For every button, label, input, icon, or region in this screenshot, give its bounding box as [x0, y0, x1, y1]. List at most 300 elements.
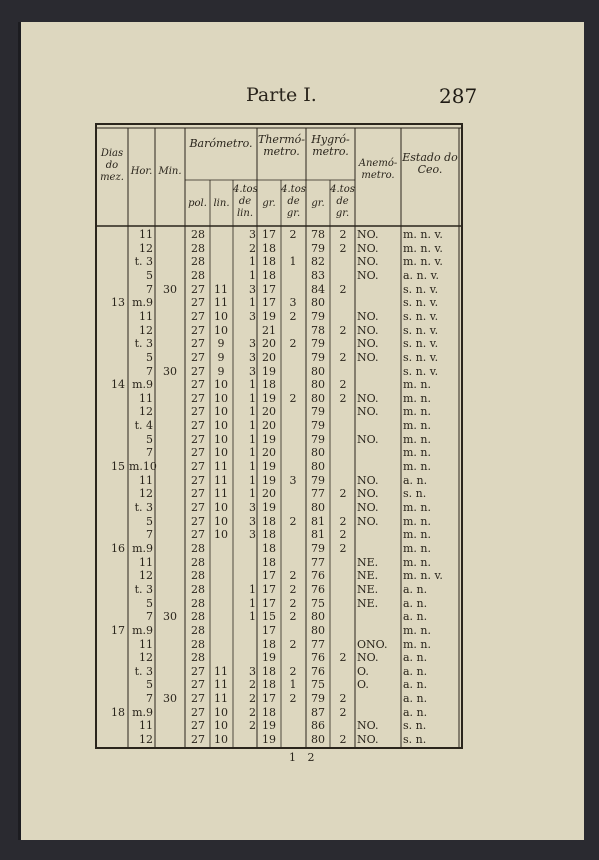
- cell-lin: 9: [217, 350, 225, 364]
- header-thermo-quartos: 4.tos de gr.: [281, 184, 306, 219]
- cell-q: 2: [249, 241, 256, 255]
- cell-pol: 27: [191, 405, 205, 419]
- cell-estado: m. n. v.: [403, 255, 443, 269]
- cell-estado: a. n.: [403, 705, 428, 719]
- cell-estado: m. n.: [403, 501, 432, 514]
- cell-estado: s. n.: [403, 487, 427, 501]
- cell-estado: a. n.: [403, 651, 428, 665]
- cell-hgr: 81: [311, 514, 325, 528]
- table-row: [95, 487, 465, 501]
- cell-lin: 11: [214, 296, 228, 310]
- cell-q: 3: [249, 664, 256, 678]
- cell-pol: 27: [191, 678, 205, 692]
- cell-pol: 27: [191, 296, 205, 310]
- cell-estado: a. n.: [403, 582, 428, 596]
- cell-q: 2: [249, 705, 256, 719]
- cell-hq: 2: [339, 350, 347, 364]
- table-row: [95, 269, 465, 283]
- cell-hor: t. 3: [134, 582, 153, 596]
- cell-q: 2: [249, 678, 256, 692]
- cell-pol: 27: [191, 460, 205, 474]
- table-row: [95, 419, 465, 433]
- cell-q: 2: [249, 719, 256, 733]
- table-row: [95, 665, 465, 679]
- cell-tgr: 19: [262, 309, 276, 323]
- cell-hgr: 79: [311, 419, 325, 433]
- cell-tq: 2: [289, 228, 297, 241]
- cell-tq: 2: [289, 514, 297, 528]
- cell-hor: t. 3: [134, 664, 153, 678]
- table-row: [95, 651, 465, 665]
- cell-pol: 27: [191, 337, 205, 351]
- cell-anem: NO.: [357, 651, 379, 665]
- table-row: [95, 569, 465, 583]
- cell-tgr: 17: [262, 228, 276, 241]
- cell-hgr: 80: [311, 623, 325, 637]
- cell-hgr: 79: [311, 350, 325, 364]
- cell-estado: m. n.: [403, 391, 432, 405]
- cell-tq: 3: [289, 296, 297, 310]
- cell-tgr: 21: [262, 323, 276, 337]
- cell-q: 1: [249, 432, 256, 446]
- cell-hgr: 82: [311, 255, 325, 269]
- cell-tq: 2: [289, 337, 297, 351]
- cell-tgr: 20: [262, 487, 276, 501]
- cell-estado: a. n.: [403, 678, 428, 692]
- cell-anem: NO.: [357, 405, 379, 419]
- cell-tgr: 19: [262, 733, 276, 747]
- cell-lin: 11: [214, 664, 228, 678]
- cell-estado: a. n.: [403, 473, 428, 487]
- table-row: [95, 733, 465, 747]
- cell-min: 30: [163, 282, 177, 296]
- cell-hgr: 80: [311, 610, 325, 624]
- table-row: [95, 583, 465, 597]
- cell-tgr: 17: [262, 282, 276, 296]
- cell-anem: NO.: [357, 514, 379, 528]
- cell-tgr: 19: [262, 719, 276, 733]
- table-row: [95, 446, 465, 460]
- header-min: Min.: [158, 166, 182, 177]
- cell-estado: m. n.: [403, 378, 432, 392]
- table-row: [95, 706, 465, 720]
- cell-hor: m.9: [132, 541, 153, 555]
- cell-q: 1: [249, 296, 256, 310]
- cell-dia: 15: [111, 460, 125, 474]
- cell-hgr: 84: [311, 282, 325, 296]
- cell-anem: NO.: [357, 241, 379, 255]
- cell-tgr: 19: [262, 364, 276, 378]
- cell-lin: 10: [214, 323, 228, 337]
- cell-tgr: 20: [262, 405, 276, 419]
- cell-lin: 9: [217, 364, 225, 378]
- cell-estado: s. n.: [403, 733, 427, 747]
- cell-anem: NO.: [357, 337, 379, 351]
- cell-hgr: 79: [311, 473, 325, 487]
- cell-estado: m. n.: [403, 555, 432, 569]
- cell-tgr: 19: [262, 432, 276, 446]
- cell-lin: 10: [214, 446, 228, 460]
- cell-hgr: 78: [311, 228, 325, 241]
- header-barometro: Barómetro.: [189, 137, 253, 150]
- cell-estado: m. n.: [403, 514, 432, 528]
- cell-pol: 27: [191, 705, 205, 719]
- cell-pol: 28: [191, 228, 205, 241]
- cell-hq: 2: [339, 692, 347, 706]
- cell-hq: 2: [339, 241, 347, 255]
- cell-lin: 10: [214, 501, 228, 514]
- cell-estado: m. n.: [403, 528, 432, 542]
- cell-estado: a. n.: [403, 664, 428, 678]
- cell-estado: m. n. v.: [403, 241, 443, 255]
- cell-q: 3: [249, 282, 256, 296]
- cell-hgr: 76: [311, 582, 325, 596]
- cell-anem: NE.: [357, 596, 379, 610]
- cell-q: 3: [249, 528, 256, 542]
- cell-hgr: 79: [311, 309, 325, 323]
- cell-hor: 11: [139, 719, 153, 733]
- cell-pol: 27: [191, 664, 205, 678]
- cell-dia: 16: [111, 541, 125, 555]
- cell-lin: 10: [214, 528, 228, 542]
- cell-tgr: 20: [262, 350, 276, 364]
- header-thermo-gr: gr.: [262, 198, 276, 209]
- cell-hor: m.9: [132, 623, 153, 637]
- cell-tgr: 18: [262, 664, 276, 678]
- cell-hgr: 79: [311, 337, 325, 351]
- cell-pol: 27: [191, 350, 205, 364]
- cell-estado: s. n. v.: [403, 337, 439, 351]
- cell-anem: NE.: [357, 569, 379, 583]
- cell-hor: m.9: [132, 296, 153, 310]
- cell-tgr: 17: [262, 582, 276, 596]
- cell-hor: 12: [139, 569, 153, 583]
- cell-hq: 2: [339, 391, 347, 405]
- cell-hor: 5: [146, 514, 153, 528]
- cell-hgr: 80: [311, 378, 325, 392]
- cell-hgr: 87: [311, 705, 325, 719]
- cell-lin: 11: [214, 678, 228, 692]
- cell-q: 1: [249, 391, 256, 405]
- cell-hor: 5: [146, 678, 153, 692]
- cell-tq: 2: [289, 582, 297, 596]
- cell-hq: 2: [339, 705, 347, 719]
- table-row: [95, 310, 465, 324]
- header-pol: pol.: [188, 198, 207, 209]
- cell-pol: 27: [191, 528, 205, 542]
- cell-hgr: 80: [311, 501, 325, 514]
- cell-min: 30: [163, 364, 177, 378]
- cell-tq: 2: [289, 391, 297, 405]
- cell-pol: 27: [191, 323, 205, 337]
- cell-estado: a. n.: [403, 692, 428, 706]
- cell-tq: 2: [289, 692, 297, 706]
- cell-q: 1: [249, 378, 256, 392]
- table-row: [95, 405, 465, 419]
- table-row: [95, 528, 465, 542]
- cell-hor: t. 3: [134, 255, 153, 269]
- cell-pol: 27: [191, 419, 205, 433]
- cell-tgr: 18: [262, 528, 276, 542]
- page-header: [21, 84, 584, 114]
- cell-hor: 5: [146, 350, 153, 364]
- cell-hq: 2: [339, 282, 347, 296]
- cell-tgr: 20: [262, 446, 276, 460]
- cell-anem: NE.: [357, 582, 379, 596]
- cell-tgr: 18: [262, 555, 276, 569]
- cell-hgr: 79: [311, 405, 325, 419]
- cell-q: 3: [249, 364, 256, 378]
- table-row: [95, 460, 465, 474]
- cell-q: 3: [249, 337, 256, 351]
- cell-tq: 1: [289, 678, 297, 692]
- cell-lin: 10: [214, 309, 228, 323]
- table-row: [95, 392, 465, 406]
- cell-hgr: 81: [311, 528, 325, 542]
- cell-pol: 27: [191, 432, 205, 446]
- cell-hgr: 77: [311, 637, 325, 651]
- cell-tgr: 17: [262, 623, 276, 637]
- table-row: [95, 542, 465, 556]
- header-hygrometro: Hygró-metro.: [311, 133, 350, 158]
- cell-anem: NO.: [357, 432, 379, 446]
- cell-hor: 5: [146, 268, 153, 282]
- cell-lin: 11: [214, 473, 228, 487]
- cell-pol: 28: [191, 623, 205, 637]
- cell-hgr: 79: [311, 241, 325, 255]
- cell-lin: 10: [214, 432, 228, 446]
- cell-q: 1: [249, 419, 256, 433]
- table-row: [95, 624, 465, 638]
- cell-pol: 27: [191, 391, 205, 405]
- table-row: [95, 474, 465, 488]
- cell-lin: 9: [217, 337, 225, 351]
- cell-pol: 28: [191, 555, 205, 569]
- cell-q: 1: [249, 582, 256, 596]
- cell-anem: NO.: [357, 733, 379, 747]
- cell-hq: 2: [339, 228, 347, 241]
- cell-lin: 10: [214, 514, 228, 528]
- cell-tgr: 18: [262, 705, 276, 719]
- cell-anem: NO.: [357, 501, 379, 514]
- table-row: [95, 610, 465, 624]
- cell-lin: 10: [214, 719, 228, 733]
- cell-estado: m. n.: [403, 419, 432, 433]
- cell-hor: 7: [146, 610, 153, 624]
- table-row: [95, 296, 465, 310]
- cell-tgr: 18: [262, 378, 276, 392]
- cell-q: 1: [249, 460, 256, 474]
- cell-hgr: 75: [311, 596, 325, 610]
- table-row: [95, 678, 465, 692]
- cell-pol: 27: [191, 309, 205, 323]
- cell-q: 3: [249, 309, 256, 323]
- cell-estado: m. n.: [403, 446, 432, 460]
- cell-estado: s. n. v.: [403, 309, 439, 323]
- cell-anem: NO.: [357, 391, 379, 405]
- running-head: Parte I.: [246, 84, 317, 106]
- cell-tgr: 20: [262, 337, 276, 351]
- page-number: 287: [439, 84, 478, 108]
- cell-pol: 27: [191, 719, 205, 733]
- cell-hor: 5: [146, 432, 153, 446]
- header-thermometro: Thermó-metro.: [258, 133, 305, 158]
- cell-hgr: 80: [311, 733, 325, 747]
- cell-hq: 2: [339, 528, 347, 542]
- header-hygro-quartos: 4.tos de gr.: [330, 184, 355, 219]
- cell-hor: m.10: [129, 460, 157, 474]
- header-quartos-lin: 4.tos de lin.: [233, 184, 258, 219]
- cell-tgr: 18: [262, 241, 276, 255]
- cell-hq: 2: [339, 733, 347, 747]
- table-row: [95, 692, 465, 706]
- cell-anem: NO.: [357, 309, 379, 323]
- cell-hor: 12: [139, 241, 153, 255]
- cell-estado: s. n. v.: [403, 364, 439, 378]
- cell-hgr: 77: [311, 555, 325, 569]
- cell-estado: m. n.: [403, 637, 432, 651]
- cell-tq: 2: [289, 596, 297, 610]
- observation-table: [95, 122, 465, 750]
- cell-estado: m. n.: [403, 541, 432, 555]
- cell-anem: O.: [357, 678, 369, 692]
- cell-pol: 27: [191, 501, 205, 514]
- cell-estado: a. n.: [403, 596, 428, 610]
- signature-mark: 1 2: [289, 751, 319, 764]
- cell-estado: s. n. v.: [403, 296, 439, 310]
- cell-pol: 28: [191, 596, 205, 610]
- cell-estado: a. n. v.: [403, 268, 440, 282]
- cell-tgr: 18: [262, 514, 276, 528]
- cell-min: 30: [163, 610, 177, 624]
- cell-pol: 27: [191, 378, 205, 392]
- cell-hgr: 76: [311, 664, 325, 678]
- cell-tq: 3: [289, 473, 297, 487]
- cell-hgr: 80: [311, 364, 325, 378]
- table-row: [95, 255, 465, 269]
- cell-pol: 28: [191, 637, 205, 651]
- cell-dia: 14: [111, 378, 125, 392]
- cell-lin: 10: [214, 419, 228, 433]
- table-row: [95, 638, 465, 652]
- cell-pol: 28: [191, 255, 205, 269]
- cell-tgr: 19: [262, 391, 276, 405]
- cell-anem: NO.: [357, 255, 379, 269]
- cell-tgr: 19: [262, 473, 276, 487]
- cell-hgr: 76: [311, 569, 325, 583]
- cell-hor: 11: [139, 309, 153, 323]
- table-row: [95, 597, 465, 611]
- cell-hgr: 83: [311, 268, 325, 282]
- table-row: [95, 324, 465, 338]
- cell-q: 1: [249, 473, 256, 487]
- table-row: [95, 228, 465, 242]
- cell-tq: 2: [289, 664, 297, 678]
- cell-estado: s. n. v.: [403, 323, 439, 337]
- cell-hor: 12: [139, 651, 153, 665]
- cell-hor: 7: [146, 528, 153, 542]
- header-estado: Estado do Ceo.: [402, 151, 458, 176]
- cell-hq: 2: [339, 514, 347, 528]
- cell-tgr: 17: [262, 296, 276, 310]
- cell-pol: 27: [191, 514, 205, 528]
- cell-q: 2: [249, 692, 256, 706]
- cell-anem: NO.: [357, 350, 379, 364]
- cell-tgr: 19: [262, 651, 276, 665]
- cell-pol: 28: [191, 610, 205, 624]
- cell-estado: m. n.: [403, 405, 432, 419]
- header-hor: Hor.: [130, 166, 153, 177]
- cell-hor: 7: [146, 364, 153, 378]
- cell-hor: t. 4: [134, 419, 153, 433]
- table-row: [95, 283, 465, 297]
- cell-tgr: 18: [262, 678, 276, 692]
- cell-estado: a. n.: [403, 610, 428, 624]
- cell-pol: 28: [191, 651, 205, 665]
- table-row: [95, 242, 465, 256]
- cell-q: 1: [249, 405, 256, 419]
- cell-hor: 11: [139, 637, 153, 651]
- cell-tq: 1: [289, 255, 297, 269]
- cell-tgr: 18: [262, 268, 276, 282]
- cell-dia: 18: [111, 705, 125, 719]
- cell-pol: 27: [191, 282, 205, 296]
- cell-hor: 12: [139, 487, 153, 501]
- cell-estado: s. n. v.: [403, 282, 439, 296]
- cell-estado: m. n. v.: [403, 228, 443, 241]
- cell-lin: 10: [214, 391, 228, 405]
- cell-q: 1: [249, 610, 256, 624]
- cell-anem: NO.: [357, 228, 379, 241]
- cell-dia: 17: [111, 623, 125, 637]
- cell-q: 3: [249, 228, 256, 241]
- cell-hor: 7: [146, 692, 153, 706]
- cell-hgr: 86: [311, 719, 325, 733]
- cell-estado: m. n. v.: [403, 569, 443, 583]
- cell-tq: 2: [289, 637, 297, 651]
- cell-pol: 27: [191, 473, 205, 487]
- cell-hq: 2: [339, 651, 347, 665]
- cell-hor: 12: [139, 405, 153, 419]
- cell-estado: m. n.: [403, 432, 432, 446]
- cell-estado: s. n.: [403, 719, 427, 733]
- header-hygro-gr: gr.: [311, 198, 325, 209]
- cell-tgr: 18: [262, 637, 276, 651]
- table-row: [95, 719, 465, 733]
- cell-pol: 28: [191, 582, 205, 596]
- cell-q: 1: [249, 487, 256, 501]
- cell-hgr: 79: [311, 432, 325, 446]
- cell-estado: m. n.: [403, 460, 432, 474]
- cell-tq: 2: [289, 569, 297, 583]
- cell-hq: 2: [339, 541, 347, 555]
- table-row: [95, 378, 465, 392]
- cell-q: 1: [249, 255, 256, 269]
- cell-pol: 27: [191, 446, 205, 460]
- cell-anem: NO.: [357, 323, 379, 337]
- cell-hq: 2: [339, 487, 347, 501]
- cell-hor: 11: [139, 555, 153, 569]
- cell-pol: 28: [191, 268, 205, 282]
- cell-tgr: 20: [262, 419, 276, 433]
- cell-pol: 28: [191, 541, 205, 555]
- cell-hor: 11: [139, 228, 153, 241]
- cell-hgr: 76: [311, 651, 325, 665]
- cell-hor: 7: [146, 446, 153, 460]
- cell-q: 3: [249, 501, 256, 514]
- cell-pol: 27: [191, 692, 205, 706]
- cell-lin: 11: [214, 282, 228, 296]
